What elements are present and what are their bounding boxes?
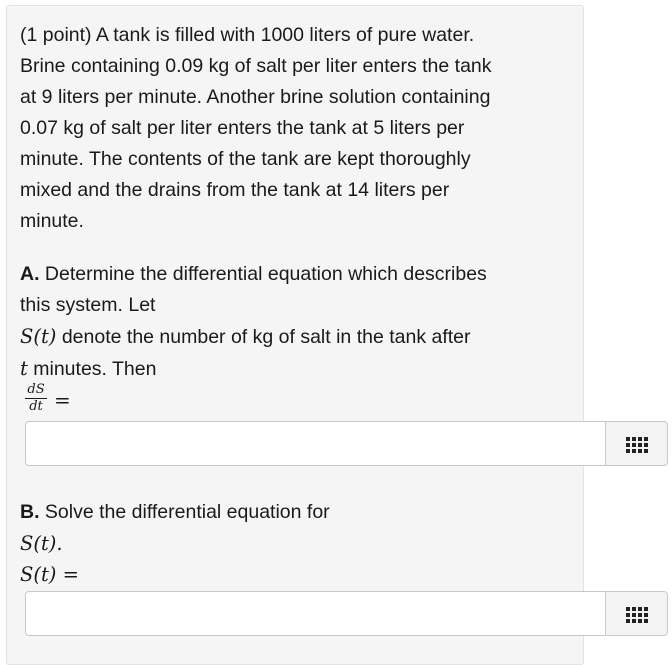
part-b-label: B.: [20, 501, 40, 523]
problem-line: mixed and the drains from the tank at 14 liters per: [20, 179, 450, 201]
part-a-line: [20, 259, 565, 290]
part-a-answer-input[interactable]: [25, 421, 606, 466]
part-a-text: minutes. Then: [27, 358, 157, 380]
part-b-answer-row: [25, 591, 668, 636]
equals-sign: =: [54, 388, 71, 412]
part-a-equation-editor-button[interactable]: [605, 421, 668, 466]
part-a-label: A.: [20, 263, 40, 285]
problem-line: minute. The contents of the tank are kept thoroughly: [20, 148, 471, 170]
part-a-answer-row: [25, 421, 668, 466]
part-b-prompt: [20, 497, 565, 590]
part-a-prompt: [20, 259, 565, 385]
part-b-line: S(t).: [20, 532, 63, 555]
part-a-line: [20, 321, 565, 353]
s-of-t-math: S(t): [20, 325, 57, 348]
part-a-line: [20, 353, 565, 385]
grid-icon: [626, 607, 650, 623]
part-a-line: this system. Let: [20, 294, 156, 316]
part-b-answer-input[interactable]: [25, 591, 606, 636]
part-a-text: denote the number of kg of salt in the tank after: [56, 326, 471, 348]
problem-line: (1 point) A tank is filled with 1000 liters of pure water.: [20, 24, 475, 46]
problem-line: at 9 liters per minute. Another brine solution containing: [20, 86, 491, 108]
part-a-text: Determine the differential equation which describes: [39, 263, 487, 285]
t-variable-math: t: [20, 357, 28, 380]
part-b-line: S(t) =: [20, 563, 79, 586]
problem-line: minute.: [20, 210, 84, 232]
problem-line: Brine containing 0.09 kg of salt per liter enters the tank: [20, 55, 492, 77]
ds-dt-fraction: [25, 383, 47, 414]
fraction-denominator: dt: [29, 399, 43, 414]
fraction-numerator: dS: [25, 383, 47, 399]
grid-icon: [626, 437, 650, 453]
part-b-equation-editor-button[interactable]: [605, 591, 668, 636]
problem-line: 0.07 kg of salt per liter enters the tank at 5 liters per: [20, 117, 465, 139]
problem-statement: [20, 20, 565, 237]
part-b-line: [20, 497, 565, 528]
part-b-text: Solve the differential equation for: [39, 501, 330, 523]
